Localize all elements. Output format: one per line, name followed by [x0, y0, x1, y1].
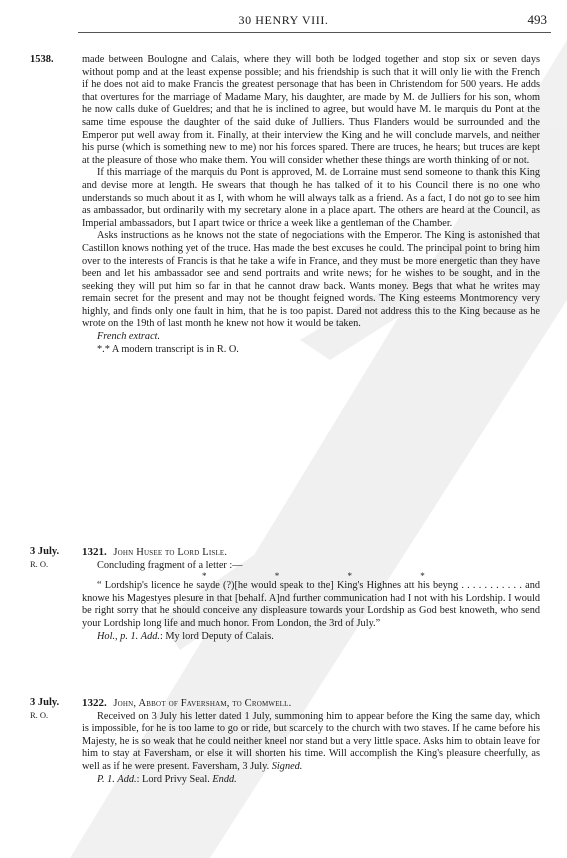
omission-marks — [82, 572, 540, 580]
entry-body: Received on 3 July his letter dated 1 July, summoning him to appear before the King the same day, which is impossible, for he is too lame to go or ride, but scarcely to the church with two staves. If he came before his Majesty, he is so weak that he could neither kneel nor stand but a very little space. Asks him to obtain leave for him to stay at Faversham, or else it will shorten his time. Will accomplish the King's pleasure cheerfully, as well as if he were present. Faversham, 3 July. — [82, 710, 540, 772]
physical-note: Hol., p. 1. — [97, 630, 139, 642]
omission-star: * — [274, 571, 282, 582]
address-text: : My lord Deputy of Calais. — [159, 630, 274, 642]
physical-description — [82, 774, 540, 787]
entry-number: 1321. — [82, 546, 107, 558]
paragraph: Asks instructions as he knows not the state of negociations with the Emperor. The King is astonished that Castillon knows nothing yet of the truce. Has made the best excuses he could. The principal point to bring him over to the interests of Francis is that he take a wife in France, and they must be more energetic than they have been and let his ambassador see and send portraits and write news; for he wishes to be sought, and in the seeking they will put him so far in that he cannot draw back. Wants money. Begs that what he writes may remain secret for the present and may not be thought feigned words. The King esteems Montmorency very highly, and finds only one fault in him, that he is too papist. Dared not address this to the King because as he wrote on the 19th of last month he knew not how it would be taken. — [82, 230, 540, 330]
transcript-marker: *.* — [97, 343, 110, 355]
physical-description — [82, 631, 540, 644]
omission-star: * — [347, 571, 354, 582]
entry-author: John, Abbot of Faversham, — [113, 698, 230, 709]
margin-year: 1538. — [30, 54, 54, 65]
entry-date: 3 July. — [30, 697, 60, 708]
address-label: Add. — [140, 630, 160, 642]
entry-1322 — [82, 697, 540, 786]
entry-reference: R. O. — [30, 559, 49, 569]
source-note-text: French extract. — [97, 331, 161, 343]
entry-heading — [82, 546, 540, 560]
letter-continuation — [82, 54, 540, 356]
source-note — [82, 331, 540, 344]
entry-text — [82, 711, 540, 774]
margin-entry-1321 — [30, 546, 59, 569]
entry-heading — [82, 697, 540, 711]
entry-author: John Husee — [113, 547, 163, 558]
letter-quote: “ Lordship's licence he sayde (?)[he would speak to the] King's Highnes att his beyng . . . . . . . . . . . and knowe his Magestyes plesure in that [behalf. A]nd further communication had I not with his Lordship. I would be right sorry that he should conceive any displeasure towards your Lordship as God best knoweth, who send your Lordship long life and much honor. From London, the 3rd of July.” — [82, 580, 540, 629]
transcript-note — [82, 344, 540, 357]
entry-recipient: to Lord Lisle. — [164, 547, 228, 558]
address-text: : Lord Privy Seal. — [136, 773, 210, 785]
omission-star: * — [420, 571, 427, 582]
entry-reference: R. O. — [30, 710, 49, 720]
paragraph: If this marriage of the marquis du Pont is approved, M. de Lorraine must send someone to thank this King and devise more at length. He swears that though he has talked of it to his Council there is no one who understands so much about it as I, with whom he will always talk as a friend. As a fact, I do not go to see him as ambassador, but ordinarily with my secretary alone in a place apart. The others are heard at the Council, as Imperial ambassadors, but I apart twice or thrice a week like a gentleman of the Chamber. — [82, 167, 540, 229]
entry-number: 1322. — [82, 697, 107, 709]
physical-note: P. 1. — [97, 773, 115, 785]
page-title: 30 HENRY VIII. — [238, 13, 329, 27]
entry-1321 — [82, 546, 540, 643]
margin-entry-1322 — [30, 697, 59, 720]
entry-date: 3 July. — [30, 546, 60, 557]
endorsed-note: Endd. — [212, 773, 237, 785]
omission-star: * — [202, 571, 209, 582]
transcript-text: A modern transcript is in R. O. — [111, 343, 239, 355]
address-label: Add. — [117, 773, 137, 785]
paragraph: made between Boulogne and Calais, where they will both be lodged together and stop six or seven days without pomp and at the least expense possible; and his friendship is such that it will only lie with the French if he does not aid to make Francis the greatest personage that has been in Christendom for 500 years. He adds that overtures for the marriage of Madame Mary, his daughter, are made by M. de Julliers for his son, whom he now calls duke of Gueldres; and that he is inclined to agree, but would have M. le marquis du Pont at the same time espouse the daughter of the said duke of Julliers. Thus Flanders would be surrounded and the Emperor put well away from it. Finally, at their interview the King and he will conclude marvels, and neither his purse (which is something new to me) nor his forces spared. There are truces, he hears; but truces are kept at the pleasure of those who make them. You will consider whether these things are worth thinking of or not. — [82, 54, 540, 166]
running-header — [0, 10, 567, 34]
header-rule — [78, 32, 551, 33]
entry-intro: Concluding fragment of a letter :— — [97, 559, 243, 571]
signed-note: Signed. — [271, 760, 303, 772]
entry-recipient: to Cromwell. — [232, 698, 292, 709]
page-number: 493 — [527, 12, 547, 27]
